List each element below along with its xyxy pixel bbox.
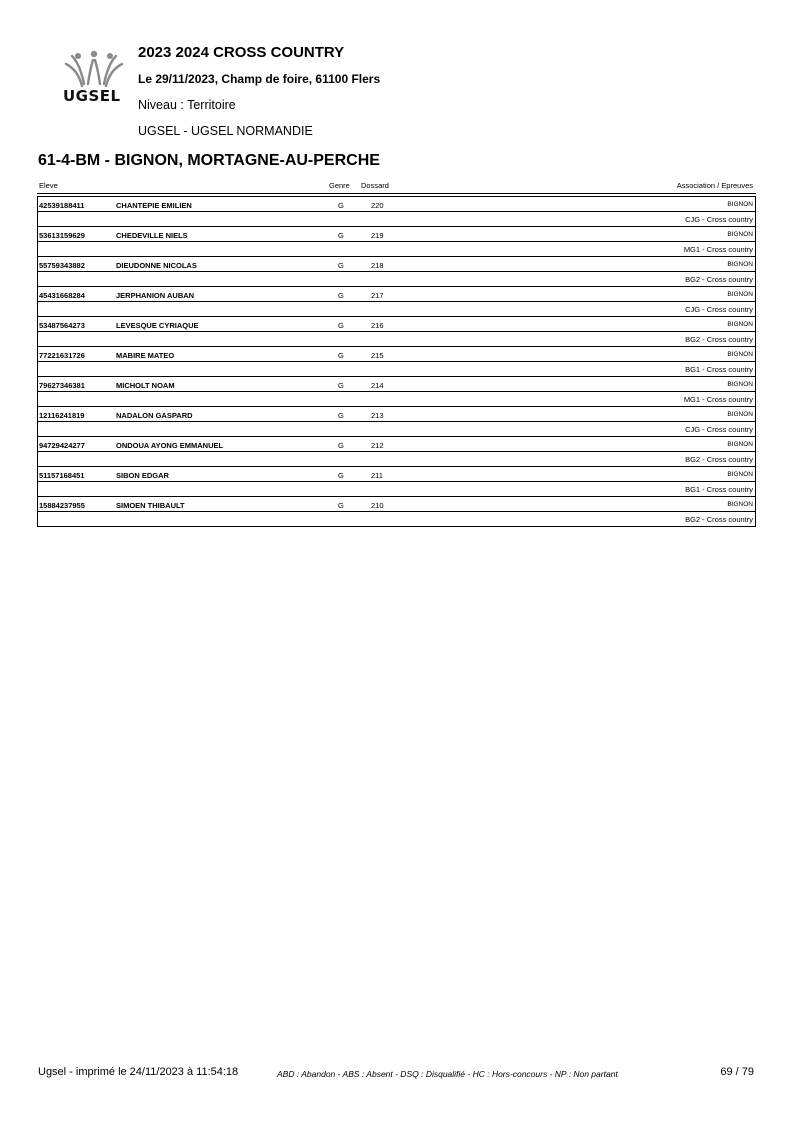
abbreviation-legend: ABD : Abandon - ABS : Absent - DSQ : Disqualifié - HC : Hors-concours - NP : Non partant bbox=[277, 1069, 618, 1079]
cell-id: 51157168451 bbox=[39, 471, 85, 480]
print-timestamp: Ugsel - imprimé le 24/11/2023 à 11:54:18 bbox=[38, 1066, 239, 1078]
event-line bbox=[38, 241, 755, 257]
table-row bbox=[38, 467, 755, 497]
cell-event: MG1 - Cross country bbox=[683, 395, 753, 404]
header-dossard: Dossard bbox=[361, 181, 389, 190]
event-line bbox=[38, 301, 755, 317]
cell-dossard: 210 bbox=[371, 501, 384, 510]
cell-dossard: 219 bbox=[371, 231, 384, 240]
cell-event: CJG - Cross country bbox=[685, 425, 753, 434]
cell-genre: G bbox=[338, 381, 344, 390]
cell-id: 45431668284 bbox=[39, 291, 85, 300]
cell-id: 94729424277 bbox=[39, 441, 85, 450]
organization: UGSEL - UGSEL NORMANDIE bbox=[138, 124, 313, 138]
table-row bbox=[38, 227, 755, 257]
table-row bbox=[38, 377, 755, 407]
logo-wordmark: UGSEL bbox=[63, 87, 121, 105]
cell-name: LEVESQUE CYRIAQUE bbox=[116, 321, 199, 330]
cell-association: BIGNON bbox=[727, 201, 753, 208]
cell-dossard: 213 bbox=[371, 411, 384, 420]
cell-name: CHANTEPIE EMILIEN bbox=[116, 201, 192, 210]
header-genre: Genre bbox=[329, 181, 350, 190]
cell-id: 53613159629 bbox=[39, 231, 85, 240]
event-line bbox=[38, 481, 755, 497]
cell-id: 55759343882 bbox=[39, 261, 85, 270]
header-association: Association / Epreuves bbox=[676, 181, 753, 190]
header-eleve: Eleve bbox=[39, 181, 58, 190]
cell-event: MG1 - Cross country bbox=[683, 245, 753, 254]
cell-name: MABIRE MATEO bbox=[116, 351, 175, 360]
cell-event: BG2 - Cross country bbox=[685, 275, 753, 284]
level: Niveau : Territoire bbox=[138, 98, 236, 112]
cell-name: DIEUDONNE NICOLAS bbox=[116, 261, 197, 270]
section-title: 61-4-BM - BIGNON, MORTAGNE-AU-PERCHE bbox=[38, 152, 380, 169]
cell-event: CJG - Cross country bbox=[685, 305, 753, 314]
cell-id: 12116241819 bbox=[39, 411, 85, 420]
cell-association: BIGNON bbox=[727, 441, 753, 448]
cell-event: BG2 - Cross country bbox=[685, 335, 753, 344]
cell-id: 77221631726 bbox=[39, 351, 85, 360]
cell-genre: G bbox=[338, 261, 344, 270]
event-line bbox=[38, 421, 755, 437]
cell-association: BIGNON bbox=[727, 231, 753, 238]
cell-name: ONDOUA AYONG EMMANUEL bbox=[116, 441, 224, 450]
table-row bbox=[38, 437, 755, 467]
cell-association: BIGNON bbox=[727, 501, 753, 508]
event-line bbox=[38, 511, 755, 527]
cell-name: NADALON GASPARD bbox=[116, 411, 193, 420]
cell-association: BIGNON bbox=[727, 471, 753, 478]
cell-genre: G bbox=[338, 291, 344, 300]
cell-name: MICHOLT NOAM bbox=[116, 381, 175, 390]
cell-dossard: 216 bbox=[371, 321, 384, 330]
table-row bbox=[38, 347, 755, 377]
cell-dossard: 211 bbox=[371, 471, 383, 480]
cell-dossard: 218 bbox=[371, 261, 384, 270]
cell-id: 15884237955 bbox=[39, 501, 85, 510]
event-line bbox=[38, 451, 755, 467]
event-line bbox=[38, 391, 755, 407]
cell-association: BIGNON bbox=[727, 411, 753, 418]
ugsel-emblem-icon bbox=[62, 50, 126, 90]
cell-event: BG1 - Cross country bbox=[685, 485, 753, 494]
cell-dossard: 214 bbox=[371, 381, 384, 390]
cell-event: CJG - Cross country bbox=[685, 215, 753, 224]
competition-title: 2023 2024 CROSS COUNTRY bbox=[138, 44, 345, 61]
event-line bbox=[38, 361, 755, 377]
cell-event: BG2 - Cross country bbox=[685, 455, 753, 464]
cell-id: 53487564273 bbox=[39, 321, 85, 330]
cell-association: BIGNON bbox=[727, 261, 753, 268]
event-line bbox=[38, 211, 755, 227]
cell-dossard: 215 bbox=[371, 351, 384, 360]
cell-genre: G bbox=[338, 351, 344, 360]
cell-id: 42539188411 bbox=[39, 201, 85, 210]
cell-genre: G bbox=[338, 321, 344, 330]
cell-name: JERPHANION AUBAN bbox=[116, 291, 195, 300]
event-line bbox=[38, 331, 755, 347]
cell-association: BIGNON bbox=[727, 381, 753, 388]
cell-id: 79627346381 bbox=[39, 381, 85, 390]
table-row bbox=[38, 257, 755, 287]
cell-event: BG1 - Cross country bbox=[685, 365, 753, 374]
table-row bbox=[38, 497, 755, 526]
date-location: Le 29/11/2023, Champ de foire, 61100 Flers bbox=[138, 72, 381, 86]
table-row bbox=[38, 317, 755, 347]
table-row bbox=[38, 197, 755, 227]
cell-dossard: 217 bbox=[371, 291, 384, 300]
table-row bbox=[38, 407, 755, 437]
cell-name: SIBON EDGAR bbox=[116, 471, 169, 480]
table-header bbox=[37, 178, 756, 194]
cell-dossard: 220 bbox=[371, 201, 384, 210]
cell-dossard: 212 bbox=[371, 441, 384, 450]
cell-association: BIGNON bbox=[727, 321, 753, 328]
cell-genre: G bbox=[338, 231, 344, 240]
cell-event: BG2 - Cross country bbox=[685, 515, 753, 524]
page-number: 69 / 79 bbox=[720, 1066, 754, 1078]
cell-genre: G bbox=[338, 411, 344, 420]
cell-association: BIGNON bbox=[727, 351, 753, 358]
cell-name: CHEDEVILLE NIELS bbox=[116, 231, 188, 240]
cell-association: BIGNON bbox=[727, 291, 753, 298]
participants-table bbox=[37, 178, 756, 527]
cell-genre: G bbox=[338, 441, 344, 450]
cell-genre: G bbox=[338, 471, 344, 480]
cell-name: SIMOEN THIBAULT bbox=[116, 501, 185, 510]
event-line bbox=[38, 271, 755, 287]
table-body bbox=[37, 196, 756, 527]
cell-genre: G bbox=[338, 201, 344, 210]
table-row bbox=[38, 287, 755, 317]
cell-genre: G bbox=[338, 501, 344, 510]
